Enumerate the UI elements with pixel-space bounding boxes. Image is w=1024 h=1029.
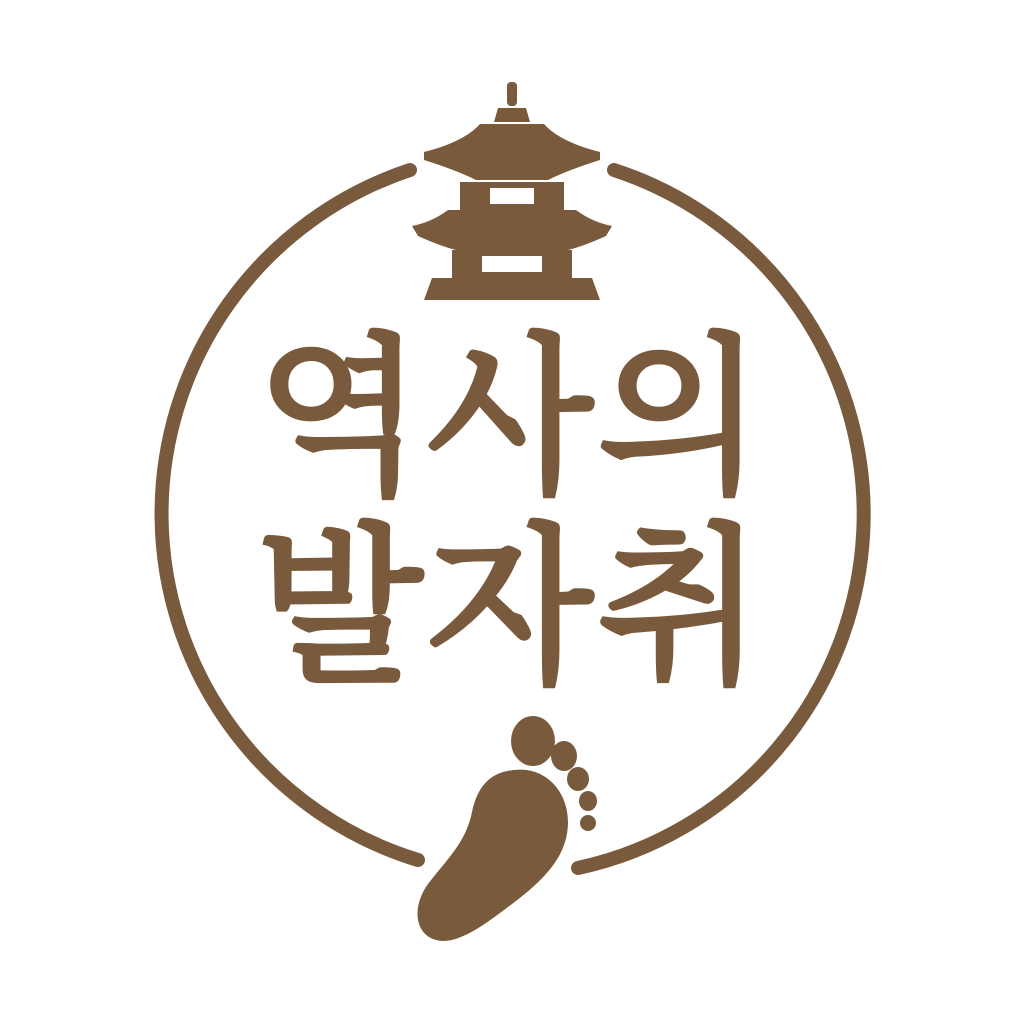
title-line-2: 발자취 [256,507,768,708]
pagoda-icon [412,82,612,300]
title-line-1: 역사의 [256,317,768,518]
footprint-icon [418,716,597,941]
